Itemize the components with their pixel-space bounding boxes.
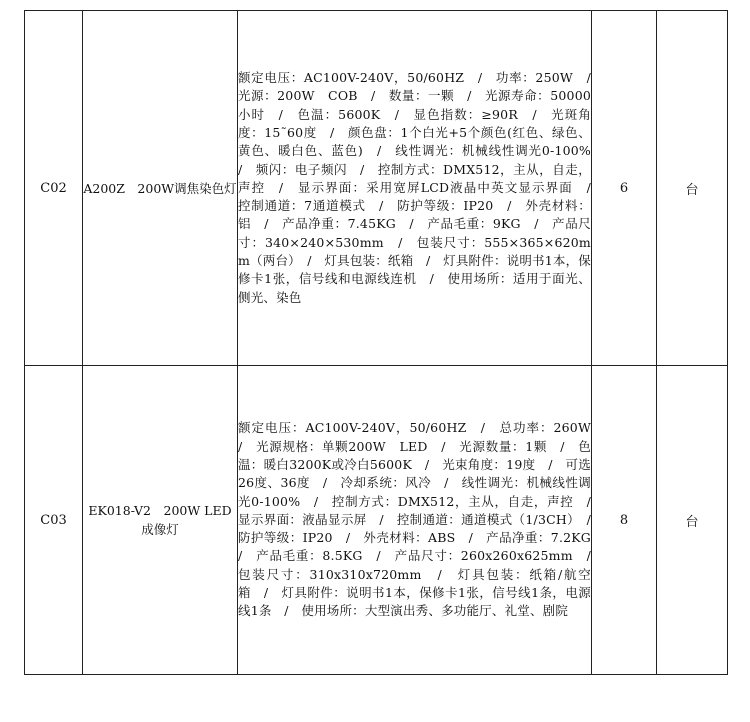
spec-table	[24, 10, 728, 675]
product-spec: 额定电压：AC100V-240V，50/60HZ / 总功率：260W / 光源规格：单颗200W LED / 光源数量：1颗 / 色温：暖白3200K或冷白5600K / 光束角度：19度 / 可选26度、36度 / 冷却系统：风冷 / 线性调光：机械线性调光0-100% / 控制方式：DMX512，主从，自走，声控 / 显示界面：液晶显示屏 / 控制通道：通道模式（1/3CH） / 防护等级：IP20 / 外壳材料：ABS / 产品净重：7.2KG / 产品毛重：8.5KG / 产品尺寸：260x260x625mm / 包装尺寸：310x310x720mm / 灯具包装：纸箱/航空箱 / 灯具附件：说明书1本，保修卡1张，信号线1条，电源线1条 / 使用场所：大型演出秀、多功能厅、礼堂、剧院	[238, 366, 592, 675]
table-row	[25, 366, 728, 675]
quantity: 8	[592, 366, 657, 675]
unit: 台	[657, 11, 728, 366]
product-name: EK018-V2 200W LED成像灯	[83, 366, 238, 675]
item-number: C03	[25, 366, 83, 675]
item-number: C02	[25, 11, 83, 366]
product-name: A200Z 200W调焦染色灯	[83, 11, 238, 366]
table-row	[25, 11, 728, 366]
quantity: 6	[592, 11, 657, 366]
unit: 台	[657, 366, 728, 675]
product-spec: 额定电压：AC100V-240V，50/60HZ / 功率：250W / 光源：200W COB / 数量：一颗 / 光源寿命：50000小时 / 色温：5600K / 显色指数：≥90R / 光斑角度：15˜60度 / 颜色盘：1个白光+5个颜色(红色、绿色、黄色、暖白色、蓝色) / 线性调光：机械线性调光0-100% / 频闪：电子频闪 / 控制方式：DMX512，主从，自走，声控 / 显示界面：采用宽屏LCD液晶中英文显示界面 / 控制通道：7通道模式 / 防护等级：IP20 / 外壳材料：铝 / 产品净重：7.45KG / 产品毛重：9KG / 产品尺寸：340×240×530mm / 包装尺寸：555×365×620mm（两台） / 灯具包装：纸箱 / 灯具附件：说明书1本，保修卡1张，信号线和电源线连机 / 使用场所：适用于面光、侧光、染色	[238, 11, 592, 366]
